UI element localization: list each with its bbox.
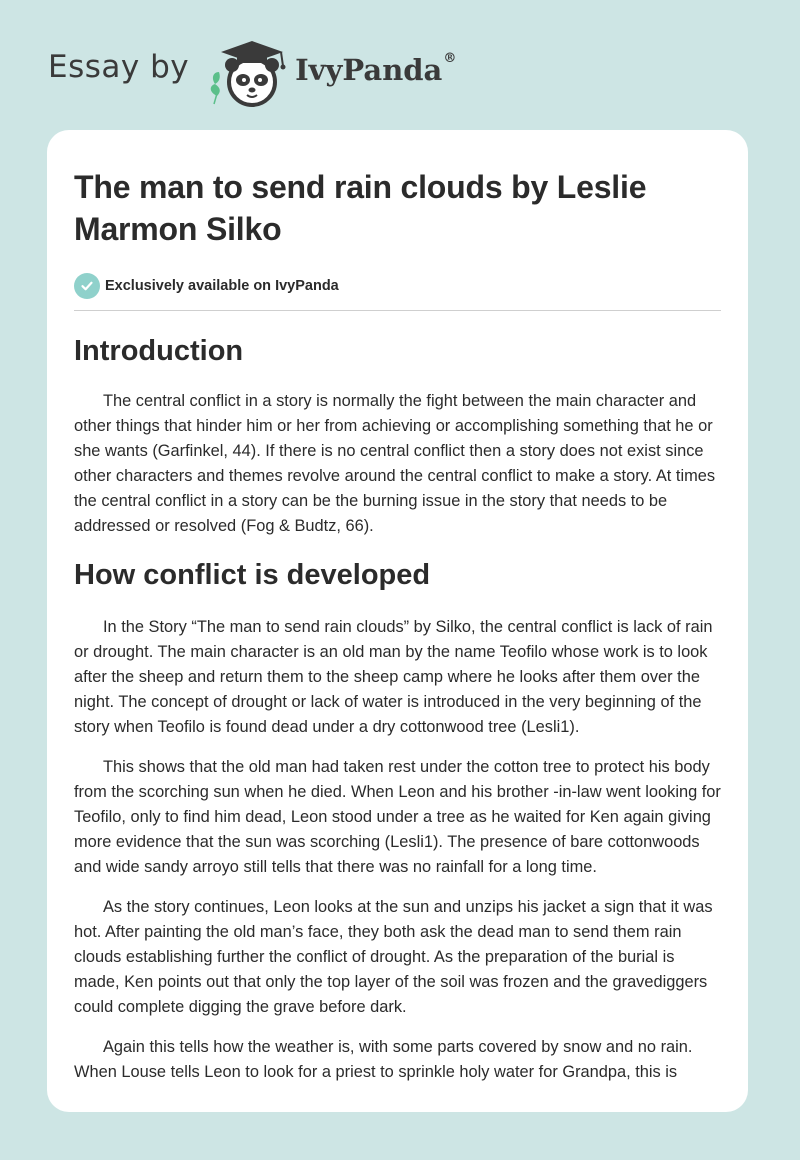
paragraph: The central conflict in a story is normally the fight between the main character and other things that hinder him or her from achieving or accomplishing something that he or she wants (Garfinkel, 44). If there is no central conflict then a story does not exist since other characters and themes revolve around the central conflict to make a story. At times the central conflict in a story can be the burning issue in the story that needs to be addressed or resolved (Fog & Budtz, 66). <box>74 392 716 535</box>
panda-logo-icon <box>201 32 301 112</box>
paragraph: In the Story “The man to send rain clouds” by Silko, the central conflict is lack of rain or drought. The main character is an old man by the name Teofilo whose work is to look after the sheep and return them to the sheep camp where he looks after them over the night. The concept of drought or lack of water is introduced in the very beginning of the story when Teofilo is found dead under a dry cottonwood tree (Lesli1). <box>74 618 713 736</box>
registered-mark: ® <box>443 51 457 66</box>
brand-name-text: IvyPanda <box>295 53 443 87</box>
title-divider <box>74 310 721 311</box>
section-heading: How conflict is developed <box>74 559 431 591</box>
exclusive-badge-label: Exclusively available on IvyPanda <box>105 278 339 294</box>
essay-card <box>47 130 748 1112</box>
brand-logo-link[interactable] <box>48 32 456 112</box>
brand-prefix: Essay by <box>48 49 190 85</box>
section-how-conflict-is-developed <box>74 557 721 1085</box>
paragraph: Again this tells how the weather is, with some parts covered by snow and no rain. When Louse tells Leon to look for a priest to sprinkle holy water for Grandpa, this is <box>74 1038 693 1081</box>
paragraph: As the story continues, Leon looks at the sun and unzips his jacket a sign that it was hot. After painting the old man’s face, they both ask the dead man to send them rain clouds establishing further the conflict of drought. As the preparation of the burial is made, Ken points out that only the top layer of the soil was frozen and the gravediggers could complete digging the grave before dark. <box>74 898 713 1016</box>
exclusive-badge <box>74 272 721 300</box>
section-heading: Introduction <box>74 335 244 367</box>
brand-name <box>295 53 456 87</box>
essay-title: The man to send rain clouds by Leslie Marmon Silko <box>74 169 647 247</box>
section-introduction <box>74 333 721 539</box>
check-circle-icon <box>74 273 100 299</box>
paragraph: This shows that the old man had taken rest under the cotton tree to protect his body from the scorching sun when he died. When Leon and his brother -in-law went looking for Teofilo, only to find him dead, Leon stood under a tree as he waited for Ken again giving more evidence that the sun was scorching (Lesli1). The presence of bare cottonwoods and wide sandy arroyo still tells that there was no rainfall for a long time. <box>74 758 721 876</box>
